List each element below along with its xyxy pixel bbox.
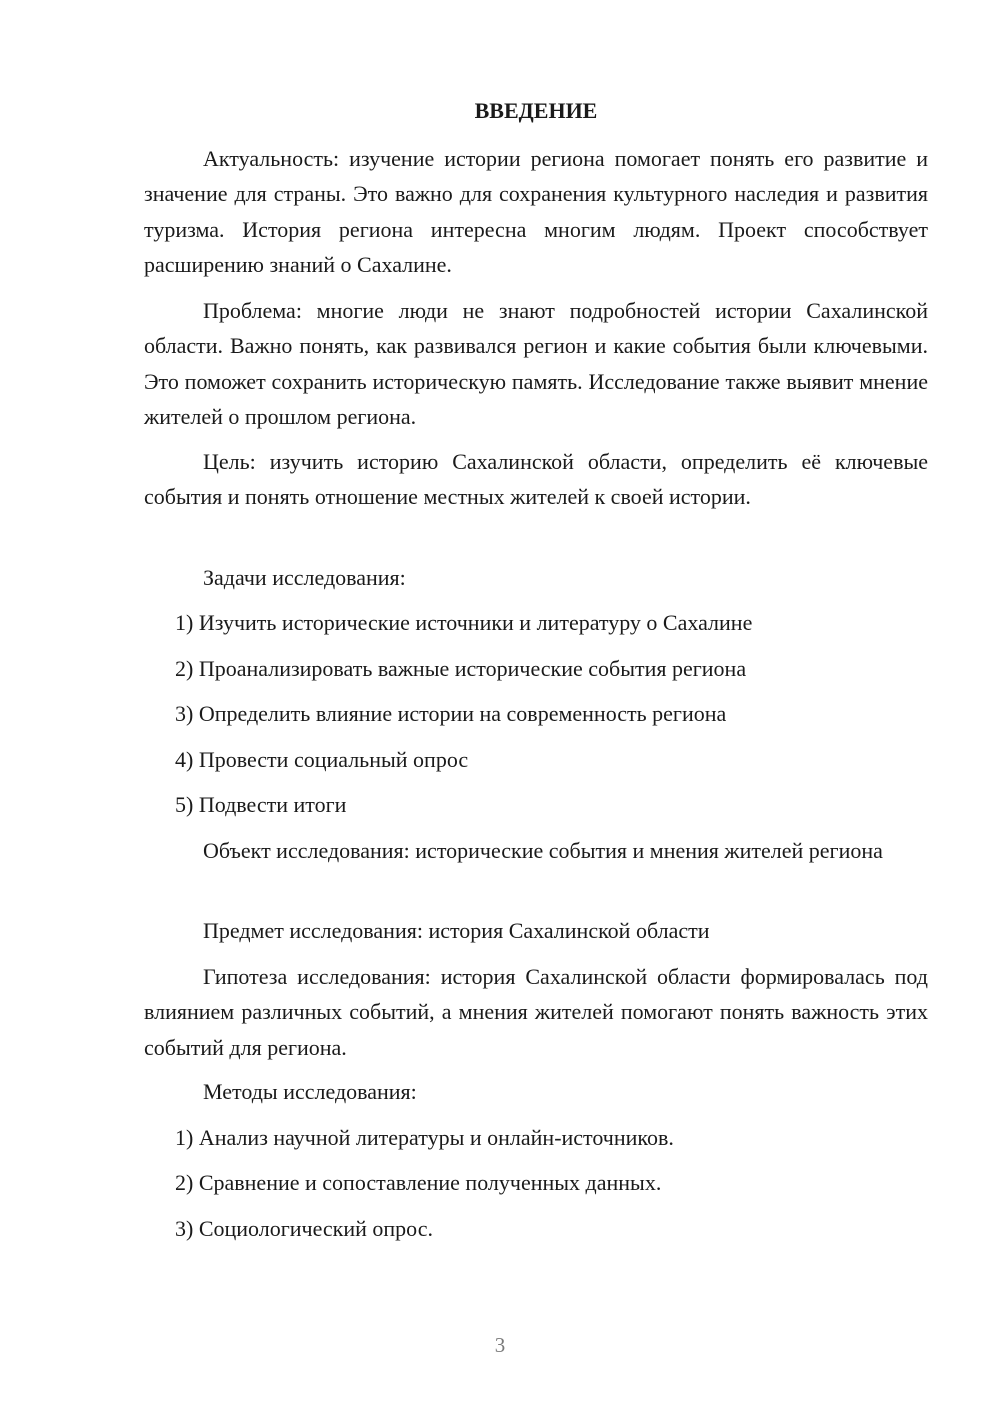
task-item-1: 1) Изучить исторические источники и литературу о Сахалине (175, 610, 753, 635)
subject-paragraph: Предмет исследования: история Сахалинской области (203, 918, 710, 943)
object-paragraph: Объект исследования: исторические события и мнения жителей региона (203, 838, 883, 863)
page-title: ВВЕДЕНИЕ (474, 98, 598, 123)
page-number: 3 (494, 1333, 506, 1357)
method-item-1: 1) Анализ научной литературы и онлайн-источников. (175, 1125, 674, 1150)
methods-heading: Методы исследования: (203, 1079, 417, 1104)
tasks-heading: Задачи исследования: (203, 565, 406, 590)
task-item-3: 3) Определить влияние истории на современность региона (175, 701, 727, 726)
goal-paragraph: Цель: изучить историю Сахалинской области, определить её ключевые события и понять отношение местных жителей к своей истории. (144, 449, 928, 510)
problem-paragraph: Проблема: многие люди не знают подробностей истории Сахалинской области. Важно понять, как развивался регион и какие события были ключевыми. Это поможет сохранить историческую память. Исследование также выявит мнение жителей о прошлом региона. (144, 298, 928, 429)
relevance-paragraph: Актуальность: изучение истории региона помогает понять его развитие и значение для страны. Это важно для сохранения культурного наследия и развития туризма. История региона интересна многим людям. Проект способствует расширению знаний о Сахалине. (144, 146, 928, 277)
task-item-2: 2) Проанализировать важные исторические события региона (175, 656, 747, 681)
method-item-2: 2) Сравнение и сопоставление полученных данных. (175, 1170, 662, 1195)
task-item-5: 5) Подвести итоги (175, 792, 347, 817)
hypothesis-paragraph: Гипотеза исследования: история Сахалинской области формировалась под влиянием различных событий, а мнения жителей помогают понять важность этих событий для региона. (144, 964, 928, 1060)
method-item-3: 3) Социологический опрос. (175, 1216, 433, 1241)
task-item-4: 4) Провести социальный опрос (175, 747, 469, 772)
